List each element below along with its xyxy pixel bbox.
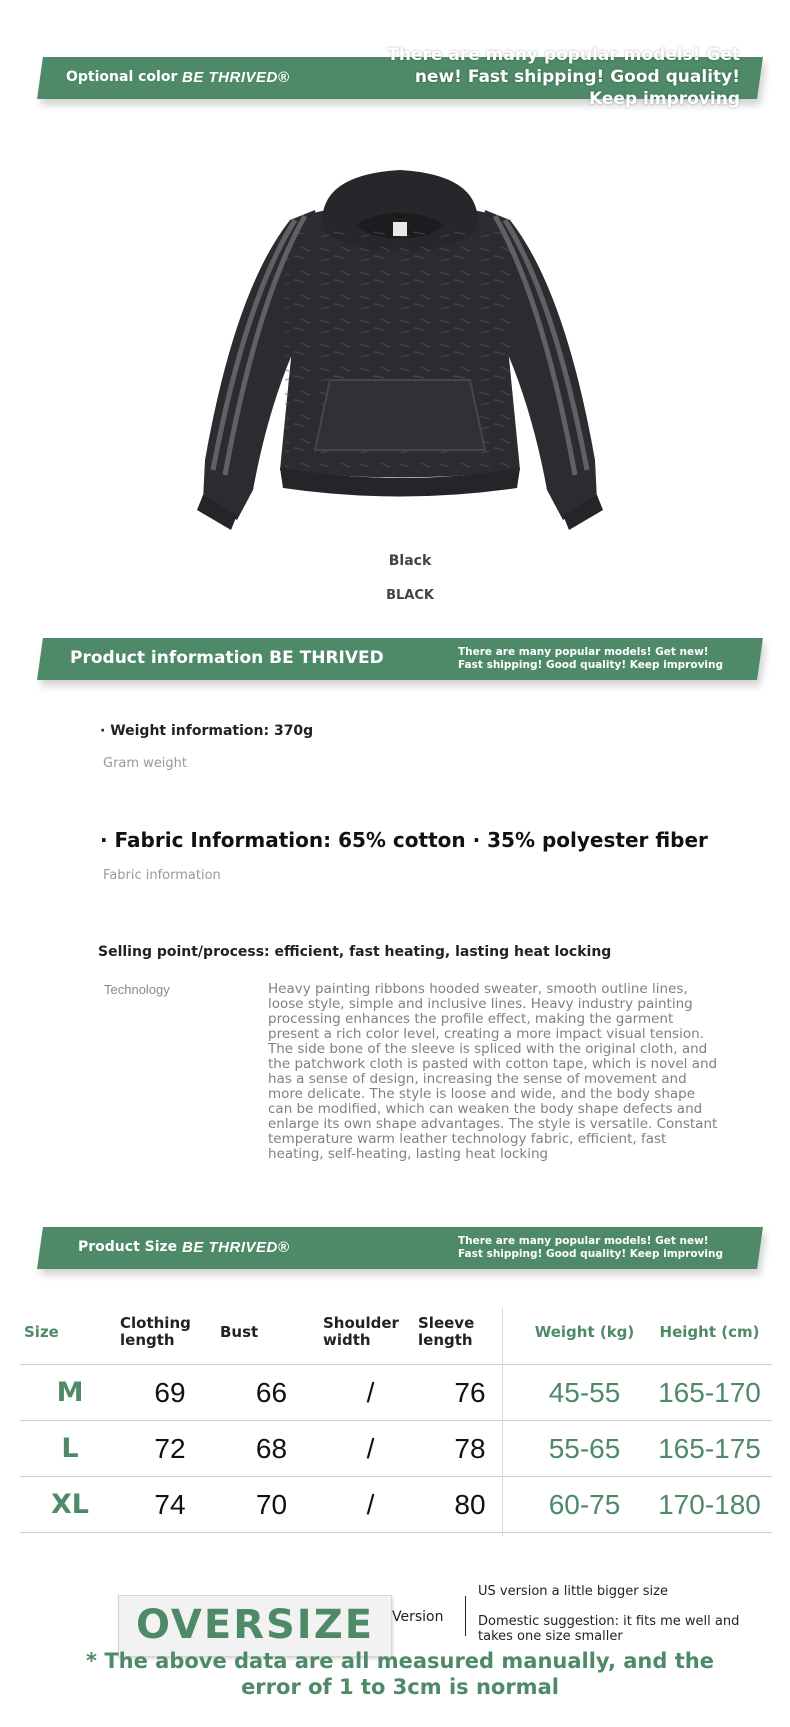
size-cell: XL xyxy=(20,1477,120,1533)
product-image xyxy=(195,170,605,540)
color-code: BLACK xyxy=(386,588,434,603)
bust-cell: 70 xyxy=(220,1477,323,1533)
technology-description: Heavy painting ribbons hooded sweater, smooth outline lines, loose style, simple and inclusive lines. Heavy industry painting processing enhances the profile effect, making the garment present a rich color level, creating a more impact visual tension. The side bone of the sleeve is spliced with the original cloth, and the patchwork cloth is pasted with cotton tape, which is novel and has a sense of design, increasing the sense of movement and more delicate. The style is loose and wide, and the body shape can be modified, which can weaken the body shape defects and enlarge its own shape advantages. The style is versatile. Constant temperature warm leather technology fabric, efficient, fast heating, self-heating, lasting heat locking xyxy=(268,981,718,1162)
weight-cell: 45-55 xyxy=(522,1365,647,1421)
size-cell: L xyxy=(20,1421,120,1477)
bust-cell: 68 xyxy=(220,1421,323,1477)
table-row xyxy=(20,1477,772,1533)
us-version-note: US version a little bigger size xyxy=(478,1584,668,1599)
product-size-banner xyxy=(37,1227,763,1269)
header-sleeve-length: Sleeve length xyxy=(418,1314,475,1349)
color-name: Black xyxy=(388,553,432,569)
product-size-slogan: There are many popular models! Get new! Fast shipping! Good quality! Keep improving xyxy=(458,1235,724,1260)
technology-label: Technology xyxy=(104,982,170,997)
weight-info: · Weight information: 370g xyxy=(100,723,314,739)
brand-logo: BE THRIVED® xyxy=(182,1239,290,1256)
header-bust: Bust xyxy=(220,1322,259,1341)
weight-sub: Gram weight xyxy=(103,756,188,771)
brand-logo: BE THRIVED® xyxy=(182,69,290,86)
table-row xyxy=(20,1421,772,1477)
product-info-slogan: There are many popular models! Get new! Fast shipping! Good quality! Keep improving xyxy=(458,646,724,671)
oversize-text: OVERSIZE xyxy=(135,1602,375,1648)
shoulder-width-cell: / xyxy=(323,1477,418,1533)
header-weight: Weight (kg) xyxy=(534,1322,635,1341)
height-cell: 165-175 xyxy=(647,1421,772,1477)
product-size-label: Product Size xyxy=(78,1239,178,1255)
clothing-length-cell: 69 xyxy=(120,1365,220,1421)
header-shoulder-width: Shoulder width xyxy=(323,1314,399,1349)
clothing-length-cell: 72 xyxy=(120,1421,220,1477)
header-height: Height (cm) xyxy=(659,1322,760,1341)
table-row xyxy=(20,1365,772,1421)
optional-color-label: Optional color xyxy=(66,69,178,85)
shoulder-width-cell: / xyxy=(323,1421,418,1477)
height-cell: 170-180 xyxy=(647,1477,772,1533)
weight-cell: 60-75 xyxy=(522,1477,647,1533)
height-cell: 165-170 xyxy=(647,1365,772,1421)
sleeve-length-cell: 80 xyxy=(418,1477,522,1533)
product-info-banner xyxy=(37,638,763,680)
version-divider xyxy=(465,1596,466,1636)
bust-cell: 66 xyxy=(220,1365,323,1421)
measurement-disclaimer: * The above data are all measured manually, and the error of 1 to 3cm is normal xyxy=(86,1649,714,1699)
version-label: Version xyxy=(392,1609,444,1625)
size-cell: M xyxy=(20,1365,120,1421)
fabric-sub: Fabric information xyxy=(103,868,221,883)
size-suggestion: Domestic suggestion: it fits me well and takes one size smaller xyxy=(478,1614,740,1644)
header-size: Size xyxy=(24,1322,59,1341)
shoulder-width-cell: / xyxy=(323,1365,418,1421)
table-column-divider xyxy=(502,1308,503,1536)
product-info-title: Product information BE THRIVED xyxy=(70,648,384,668)
size-table xyxy=(20,1300,772,1533)
sleeve-length-cell: 76 xyxy=(418,1365,522,1421)
sleeve-length-cell: 78 xyxy=(418,1421,522,1477)
selling-point: Selling point/process: efficient, fast heating, lasting heat locking xyxy=(98,944,612,960)
size-table-header xyxy=(20,1300,772,1365)
clothing-length-cell: 74 xyxy=(120,1477,220,1533)
banner-slogan: There are many popular models! Get new! Fast shipping! Good quality! Keep improving xyxy=(387,45,740,109)
fabric-info: · Fabric Information: 65% cotton · 35% polyester fiber xyxy=(100,828,708,852)
header-clothing-length: Clothing length xyxy=(120,1314,191,1349)
weight-cell: 55-65 xyxy=(522,1421,647,1477)
